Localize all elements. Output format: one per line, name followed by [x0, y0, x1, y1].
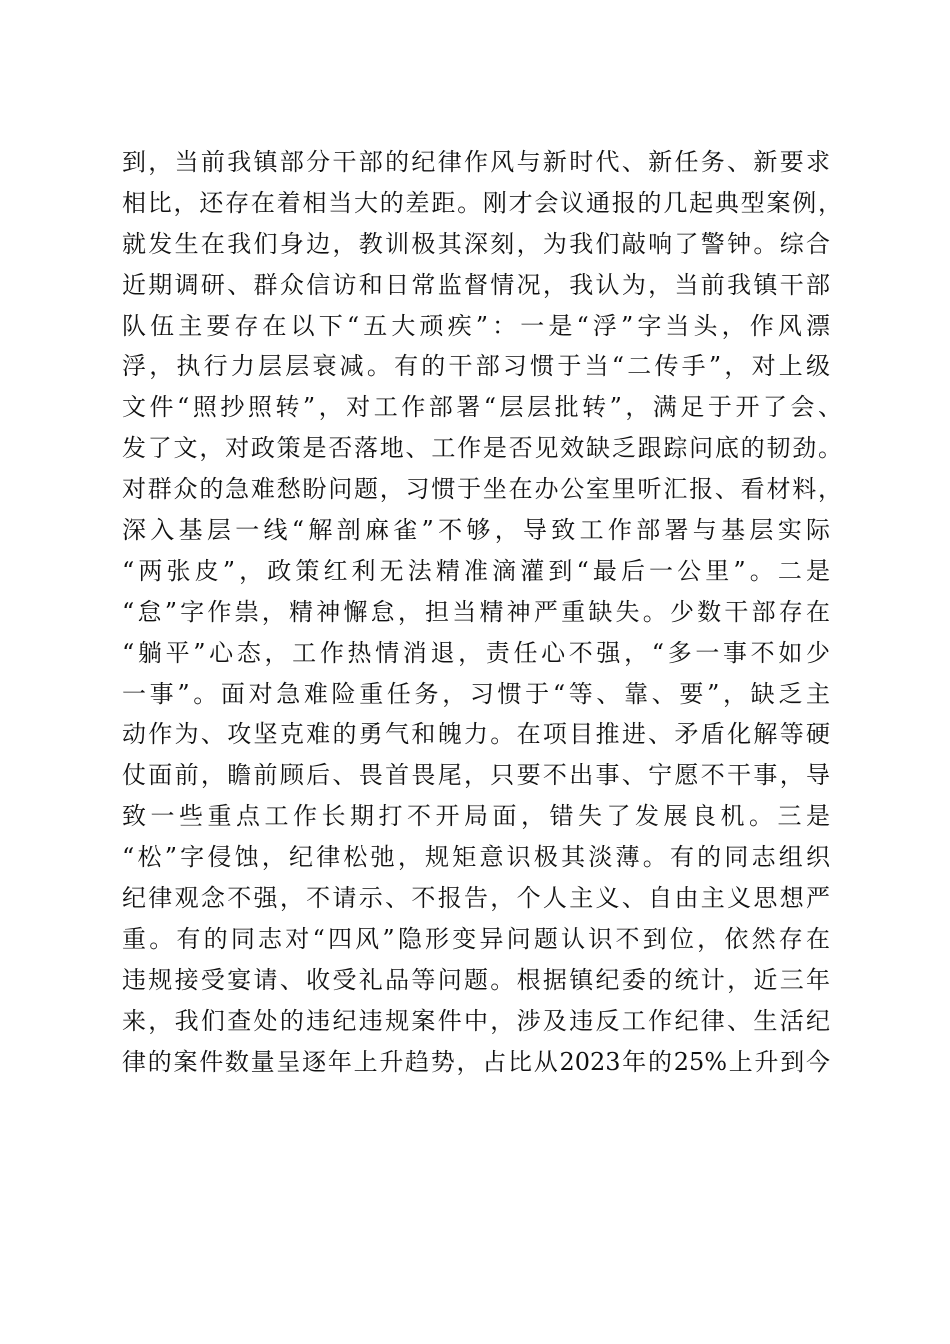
text-line: 深入基层一线“解剖麻雀”不够，导致工作部署与基层实际	[122, 516, 830, 545]
document-body	[122, 142, 842, 1082]
text-line: “松”字侵蚀，纪律松弛，规矩意识极其淡薄。有的同志组织	[122, 843, 830, 872]
text-line: 浮，执行力层层衰减。有的干部习惯于当“二传手”，对上级	[122, 352, 830, 381]
text-line: 对群众的急难愁盼问题，习惯于坐在办公室里听汇报、看材料，	[122, 475, 842, 504]
text-line: 近期调研、群众信访和日常监督情况，我认为，当前我镇干部	[122, 270, 830, 299]
text-line: “两张皮”，政策红利无法精准滴灌到“最后一公里”。二是	[122, 556, 830, 585]
text-line: 重。有的同志对“四风”隐形变异问题认识不到位，依然存在	[122, 924, 830, 953]
text-line: “怠”字作祟，精神懈怠，担当精神严重缺失。少数干部存在	[122, 597, 830, 626]
text-line: 违规接受宴请、收受礼品等问题。根据镇纪委的统计，近三年	[122, 965, 830, 994]
text-line: 发了文，对政策是否落地、工作是否见效缺乏跟踪问底的韧劲。	[122, 434, 842, 463]
text-line: 到，当前我镇部分干部的纪律作风与新时代、新任务、新要求	[122, 148, 830, 176]
text-line: 来，我们查处的违纪违规案件中，涉及违反工作纪律、生活纪	[122, 1006, 830, 1035]
text-line: 致一些重点工作长期打不开局面，错失了发展良机。三是	[122, 802, 830, 831]
text-line: 律的案件数量呈逐年上升趋势，占比从2023年的25%上升到今	[122, 1047, 830, 1076]
text-line: 一事”。面对急难险重任务，习惯于“等、靠、要”，缺乏主	[122, 679, 830, 708]
text-line: 文件“照抄照转”，对工作部署“层层批转”，满足于开了会、	[122, 393, 842, 422]
text-line: 仗面前，瞻前顾后、畏首畏尾，只要不出事、宁愿不干事，导	[122, 761, 830, 790]
text-line: 动作为、攻坚克难的勇气和魄力。在项目推进、矛盾化解等硬	[122, 720, 830, 749]
text-line: “躺平”心态，工作热情消退，责任心不强，“多一事不如少	[122, 638, 830, 667]
text-line: 就发生在我们身边，教训极其深刻，为我们敲响了警钟。综合	[122, 229, 830, 258]
text-line: 纪律观念不强，不请示、不报告，个人主义、自由主义思想严	[122, 884, 830, 913]
text-line: 队伍主要存在以下“五大顽疾”：一是“浮”字当头，作风漂	[122, 311, 830, 340]
text-line: 相比，还存在着相当大的差距。刚才会议通报的几起典型案例，	[122, 188, 842, 217]
